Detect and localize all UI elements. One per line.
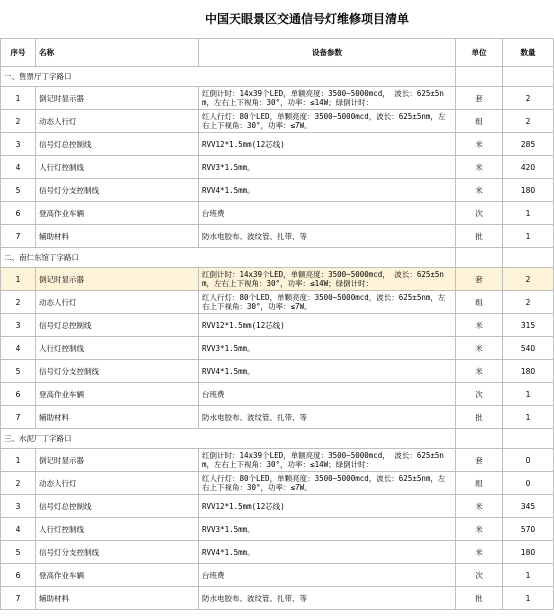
cell-params[interactable] (199, 383, 456, 406)
params-text: RVV12*1.5mm(12芯线) (202, 501, 285, 511)
cell-params[interactable] (199, 587, 456, 610)
cell-params[interactable] (199, 202, 456, 225)
cell-no[interactable]: 1 (1, 87, 36, 110)
section-row (1, 248, 554, 268)
cell-qty[interactable]: 2 (503, 87, 554, 110)
cell-qty[interactable]: 315 (503, 314, 554, 337)
cell-qty[interactable]: 2 (503, 291, 554, 314)
cell-qty[interactable]: 420 (503, 156, 554, 179)
empty-cell[interactable] (456, 429, 503, 449)
table-row (1, 541, 554, 564)
table-row (1, 291, 554, 314)
params-text: 红倒计时：14x39个LED，单额亮度：3500~5000mcd， 波长：625±5nm，左右上下视角：30°，功率：≤14W；绿倒计时： (202, 451, 444, 469)
header-name[interactable]: 名称 (36, 39, 199, 67)
params-text: RVV4*1.5mm。 (202, 185, 255, 195)
table-row (1, 472, 554, 495)
table-row (1, 337, 554, 360)
cell-qty[interactable]: 0 (503, 449, 554, 472)
cell-unit[interactable]: 米 (456, 360, 503, 383)
table-row (1, 360, 554, 383)
cell-unit[interactable]: 次 (456, 202, 503, 225)
params-text: 防水电胶布、波纹管、扎带、等 (202, 412, 307, 422)
cell-name[interactable]: 辅助材料 (36, 406, 199, 429)
cell-name[interactable]: 倒记时显示器 (36, 449, 199, 472)
cell-qty[interactable]: 0 (503, 472, 554, 495)
cell-unit[interactable]: 次 (456, 564, 503, 587)
empty-cell[interactable] (503, 429, 554, 449)
cell-no[interactable]: 3 (1, 314, 36, 337)
cell-params[interactable] (199, 472, 456, 495)
params-text: 台班费 (202, 389, 225, 399)
cell-qty[interactable]: 1 (503, 225, 554, 248)
cell-no[interactable]: 2 (1, 291, 36, 314)
cell-params[interactable] (199, 360, 456, 383)
params-text: RVV4*1.5mm。 (202, 366, 255, 376)
cell-name[interactable]: 动态人行灯 (36, 110, 199, 133)
table-row (1, 156, 554, 179)
cell-name[interactable]: 登高作业车辆 (36, 383, 199, 406)
cell-unit[interactable]: 米 (456, 337, 503, 360)
cell-no[interactable]: 6 (1, 383, 36, 406)
params-text: RVV12*1.5mm(12芯线) (202, 139, 285, 149)
cell-qty[interactable]: 1 (503, 406, 554, 429)
cell-params[interactable] (199, 133, 456, 156)
cell-name[interactable]: 倒记时显示器 (36, 268, 199, 291)
cell-name[interactable]: 登高作业车辆 (36, 564, 199, 587)
cell-no[interactable]: 5 (1, 360, 36, 383)
table-row (1, 225, 554, 248)
cell-name[interactable]: 信号灯分支控制线 (36, 360, 199, 383)
cell-params[interactable] (199, 156, 456, 179)
params-text: RVV12*1.5mm(12芯线) (202, 320, 285, 330)
cell-no[interactable]: 6 (1, 202, 36, 225)
section-title[interactable]: 三、水泥厂丁字路口 (1, 429, 456, 449)
cell-params[interactable] (199, 449, 456, 472)
cell-unit[interactable]: 套 (456, 87, 503, 110)
cell-no[interactable]: 2 (1, 110, 36, 133)
empty-cell[interactable] (456, 248, 503, 268)
empty-cell[interactable] (503, 67, 554, 87)
cell-params[interactable] (199, 564, 456, 587)
cell-name[interactable]: 信号灯分支控制线 (36, 541, 199, 564)
params-text: 红倒计时：14x39个LED，单额亮度：3500~5000mcd， 波长：625±5nm，左右上下视角：30°，功率：≤14W；绿倒计时： (202, 89, 444, 107)
cell-no[interactable]: 6 (1, 564, 36, 587)
params-text: 台班费 (202, 208, 225, 218)
cell-params[interactable] (199, 291, 456, 314)
cell-qty[interactable]: 180 (503, 179, 554, 202)
cell-name[interactable]: 辅助材料 (36, 225, 199, 248)
cell-name[interactable]: 信号灯总控制线 (36, 495, 199, 518)
cell-no[interactable]: 2 (1, 472, 36, 495)
table-row (1, 87, 554, 110)
params-text: 红人行灯：80个LED，单颗亮度：3500~5000mcd，波长：625±5nm，左右上下视角：30°，功率：≤7W。 (202, 112, 446, 130)
cell-params[interactable] (199, 110, 456, 133)
cell-unit[interactable]: 米 (456, 156, 503, 179)
header-params[interactable]: 设备参数 (199, 39, 456, 67)
params-text: 红人行灯：80个LED，单颗亮度：3500~5000mcd，波长：625±5nm，左右上下视角：30°，功率：≤7W。 (202, 474, 446, 492)
empty-cell[interactable] (456, 67, 503, 87)
params-text: 红人行灯：80个LED，单颗亮度：3500~5000mcd，波长：625±5nm，左右上下视角：30°，功率：≤7W。 (202, 293, 446, 311)
cell-params[interactable] (199, 337, 456, 360)
cell-qty[interactable]: 180 (503, 541, 554, 564)
cell-unit[interactable]: 米 (456, 518, 503, 541)
cell-name[interactable]: 辅助材料 (36, 587, 199, 610)
cell-qty[interactable]: 345 (503, 495, 554, 518)
cell-unit[interactable]: 米 (456, 495, 503, 518)
params-text: RVV3*1.5mm。 (202, 162, 255, 172)
cell-name[interactable]: 信号灯总控制线 (36, 133, 199, 156)
cell-params[interactable] (199, 225, 456, 248)
header-no[interactable]: 序号 (1, 39, 36, 67)
cell-no[interactable]: 4 (1, 156, 36, 179)
cell-qty[interactable]: 2 (503, 268, 554, 291)
table-row (1, 449, 554, 472)
cell-qty[interactable]: 1 (503, 564, 554, 587)
table-row (1, 518, 554, 541)
cell-name[interactable]: 人行灯控制线 (36, 518, 199, 541)
cell-no[interactable]: 5 (1, 541, 36, 564)
params-text: 台班费 (202, 570, 225, 580)
header-row (1, 39, 554, 67)
params-text: 防水电胶布、波纹管、扎带、等 (202, 231, 307, 241)
cell-name[interactable]: 倒记时显示器 (36, 87, 199, 110)
cell-params[interactable] (199, 268, 456, 291)
cell-qty[interactable]: 285 (503, 133, 554, 156)
table-row (1, 133, 554, 156)
table-row (1, 406, 554, 429)
section-title[interactable]: 二、南仁东馆丁字路口 (1, 248, 456, 268)
cell-name[interactable]: 信号灯总控制线 (36, 314, 199, 337)
cell-unit[interactable]: 批 (456, 406, 503, 429)
table-row (1, 179, 554, 202)
cell-no[interactable]: 7 (1, 587, 36, 610)
cell-qty[interactable]: 180 (503, 360, 554, 383)
header-qty[interactable]: 数量 (503, 39, 554, 67)
cell-no[interactable]: 7 (1, 406, 36, 429)
table-row (1, 495, 554, 518)
cell-unit[interactable]: 组 (456, 291, 503, 314)
cell-params[interactable] (199, 541, 456, 564)
cell-no[interactable]: 5 (1, 179, 36, 202)
cell-params[interactable] (199, 518, 456, 541)
cell-unit[interactable]: 套 (456, 449, 503, 472)
cell-no[interactable]: 1 (1, 449, 36, 472)
cell-no[interactable]: 3 (1, 133, 36, 156)
cell-qty[interactable]: 1 (503, 587, 554, 610)
cell-params[interactable] (199, 87, 456, 110)
cell-unit[interactable]: 米 (456, 133, 503, 156)
cell-params[interactable] (199, 314, 456, 337)
params-text: RVV3*1.5mm。 (202, 524, 255, 534)
cell-name[interactable]: 动态人行灯 (36, 472, 199, 495)
cell-name[interactable]: 信号灯分支控制线 (36, 179, 199, 202)
cell-qty[interactable]: 1 (503, 383, 554, 406)
table-row (1, 564, 554, 587)
project-list-table (0, 38, 554, 610)
cell-name[interactable]: 登高作业车辆 (36, 202, 199, 225)
params-text: RVV4*1.5mm。 (202, 547, 255, 557)
cell-qty[interactable]: 540 (503, 337, 554, 360)
cell-name[interactable]: 人行灯控制线 (36, 156, 199, 179)
cell-name[interactable]: 人行灯控制线 (36, 337, 199, 360)
cell-no[interactable]: 7 (1, 225, 36, 248)
section-row (1, 67, 554, 87)
cell-no[interactable]: 4 (1, 518, 36, 541)
cell-unit[interactable]: 米 (456, 314, 503, 337)
cell-qty[interactable]: 1 (503, 202, 554, 225)
cell-qty[interactable]: 2 (503, 110, 554, 133)
cell-unit[interactable]: 次 (456, 383, 503, 406)
cell-unit[interactable]: 组 (456, 110, 503, 133)
params-text: 防水电胶布、波纹管、扎带、等 (202, 593, 307, 603)
table-row (1, 202, 554, 225)
table-row (1, 383, 554, 406)
cell-unit[interactable]: 套 (456, 268, 503, 291)
table-row (1, 314, 554, 337)
cell-unit[interactable]: 批 (456, 587, 503, 610)
cell-params[interactable] (199, 495, 456, 518)
cell-name[interactable]: 动态人行灯 (36, 291, 199, 314)
table-row (1, 268, 554, 291)
cell-unit[interactable]: 批 (456, 225, 503, 248)
params-text: RVV3*1.5mm。 (202, 343, 255, 353)
table-row (1, 587, 554, 610)
params-text: 红倒计时：14x39个LED，单额亮度：3500~5000mcd， 波长：625±5nm，左右上下视角：30°，功率：≤14W；绿倒计时： (202, 270, 444, 288)
sheet-title: 中国天眼景区交通信号灯维修项目清单 (204, 12, 409, 26)
cell-no[interactable]: 3 (1, 495, 36, 518)
table-body (1, 39, 554, 610)
cell-params[interactable] (199, 179, 456, 202)
section-title[interactable]: 一、售票厅丁字路口 (1, 67, 456, 87)
cell-qty[interactable]: 570 (503, 518, 554, 541)
cell-unit[interactable]: 组 (456, 472, 503, 495)
cell-params[interactable] (199, 406, 456, 429)
table-row (1, 110, 554, 133)
header-unit[interactable]: 单位 (456, 39, 503, 67)
cell-unit[interactable]: 米 (456, 541, 503, 564)
cell-no[interactable]: 4 (1, 337, 36, 360)
cell-unit[interactable]: 米 (456, 179, 503, 202)
empty-cell[interactable] (503, 248, 554, 268)
cell-no[interactable]: 1 (1, 268, 36, 291)
section-row (1, 429, 554, 449)
